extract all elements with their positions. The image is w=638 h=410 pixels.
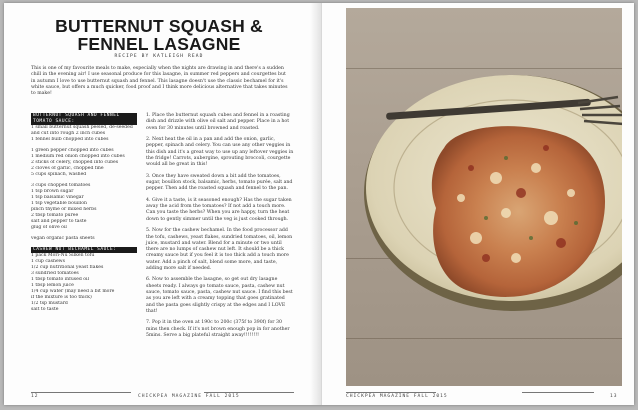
ingredient-item: 1 fennel bulb chopped into cubes — [31, 137, 109, 142]
method-step: 5. Now for the cashew bechamel. In the food processor add the tofu, cashews, yeast flakes, sundried tomatoes, oil, lemon juice, mustard and water. Blend for a minute or two until there are no lumps of cashew nut left. It should be a thick creamy sauce but if you feel it is too thick add a touch more water. Add a pinch of salt, blend some more, and taste, adding more salt if needed. — [146, 228, 293, 271]
method-step: 3. Once they have sweated down a bit add the tomatoes, sugar, bouillon stock, balsamic, herbs, tomato purée, salt and pepper. Then add the roasted squash and fennel to the pan. — [146, 173, 293, 192]
ingredient-item: 1/2 cup nutritional yeast flakes — [31, 265, 104, 270]
ingredient-group — [31, 113, 137, 143]
ingredients-list — [31, 113, 137, 318]
ingredient-item: salt to taste — [31, 307, 59, 312]
method-step: 1. Place the butternut squash cubes and fennel in a roasting dish and drizzle with olive oil salt and pepper. Place in a hot oven for 30 minutes until browned and roasted. — [146, 113, 290, 131]
ingredient-item: 1 tbsp tomato infused oil — [31, 277, 89, 282]
ingredient-item: 3 sundried tomatoes — [31, 271, 79, 276]
ingredient-item: 5 cups spinach, washed — [31, 172, 87, 177]
ingredient-item: and cut into rough 2 inch cubes — [31, 131, 106, 136]
footer-rule-right-b — [522, 392, 594, 393]
ingredient-item: 1 tsp vegetable bouillon — [31, 201, 87, 206]
lasagne-plate-photo — [346, 8, 622, 386]
ingredient-item: 1 tbsp lemon juice — [31, 283, 74, 288]
left-page — [4, 3, 322, 405]
ingredient-item: 1 small butternut squash peeled, de-seeded — [31, 125, 133, 130]
magazine-spread — [4, 3, 634, 405]
method-step: 2. Next heat the oil in a pan and add the onion, garlic, pepper, spinach and celery. You can use any other veggies in this dish and it's a great way to use up any leftover veggies in the fridge! Carrots, aubergine, sprouting broccoli, courgette would all be great in this! — [146, 137, 294, 168]
right-page-magazine-name: CHICKPEA MAGAZINE FALL 2015 — [346, 394, 448, 399]
ingredient-item: if the mixture is too thick) — [31, 295, 92, 300]
ingredient-item: 1 cup cashews — [31, 259, 65, 264]
ingredient-item: vegan organic pasta sheets — [31, 236, 95, 241]
right-page-number: 13 — [610, 394, 618, 399]
ingredient-item: 1/2 tsp mustard — [31, 301, 68, 306]
ingredient-item: pinch thyme or mixed herbs — [31, 207, 97, 212]
left-page-number: 12 — [31, 394, 39, 399]
right-page — [322, 3, 634, 405]
ingredient-group — [31, 247, 137, 313]
ingredient-item: 1 pack Mori-Nu Silken tofu — [31, 253, 95, 258]
ingredient-group — [31, 183, 137, 231]
method-steps — [146, 113, 294, 345]
ingredient-item: 1 medium red onion chopped into cubes — [31, 154, 125, 159]
left-page-magazine-name: CHICKPEA MAGAZINE FALL 2015 — [138, 394, 240, 399]
ingredient-item: 2 sticks of celery, chopped into cubes — [31, 160, 119, 165]
ingredient-item: 1 tsp brown sugar — [31, 189, 74, 194]
ingredient-item: 3 cups chopped tomatoes — [31, 183, 91, 188]
plate-illustration — [346, 8, 622, 386]
ingredient-item: glug of olive oil — [31, 225, 67, 230]
recipe-title-line2: FENNEL LASAGNE — [77, 34, 241, 54]
ingredient-group — [31, 148, 137, 178]
ingredient-item: 1 tsp balsamic vinegar — [31, 195, 84, 200]
ingredient-item: salt and pepper to taste — [31, 219, 87, 224]
ingredient-item: 1 green pepper chopped into cubes — [31, 148, 114, 153]
recipe-title-line1: BUTTERNUT SQUASH & — [55, 16, 263, 36]
footer-rule-right-a — [346, 392, 436, 393]
ingredient-item: 2 tbsp tomato purée — [31, 213, 79, 218]
recipe-intro: This is one of my favourite meals to make, especially when the nights are drawing in and there's a sudden chill in the evening air! I use seasonal produce for this lasagne, in summer red peppers and courgettes but in autumn I love to use butternut squash and fennel. This lasagne doesn't use the classic bechamel for it's white sauce, but offers a much quicker, food proof and I think more delicious alternative that takes minutes to make! — [31, 66, 288, 97]
recipe-byline: RECIPE BY KATLEIGH READ — [114, 54, 204, 59]
ingredient-group — [31, 236, 137, 242]
footer-rule-left-a — [31, 392, 131, 393]
method-step: 7. Pop it in the oven at 190c to 200c (375f to 390f) for 30 mins then check. If it's not brown enough pop in for another 5mins. Serve a big plateful straight away!!!!!!!! — [146, 320, 290, 339]
recipe-title — [44, 17, 274, 53]
ingredient-item: 1/4 cup water (may need a bit more — [31, 289, 115, 294]
method-step: 6. Now to assemble the lasagne, so get out dry lasagne sheets ready. I always go tomato sauce, pasta, cashew nut sauce, tomato sauce, pasta, cashew nut sauce. I find this best as you are left with a creamy topping that goes gratinated and the pasta goes slightly crispy at the edges and I LOVE that! — [146, 277, 293, 314]
ingredient-group-header: BUTTERNUT SQUASH AND FENNEL TOMATO SAUCE: — [31, 113, 137, 125]
ingredient-group-header: CASHEW NUT BECHAMEL SAUCE: — [31, 247, 137, 253]
method-step: 4. Give it a taste, is it seasoned enough? Has the sugar taken away the acid from the tomatoes? If not add a touch more. Can you taste the herbs? When you are happy, turn the heat down to gently simmer until the veg is just cooked through. — [146, 197, 292, 222]
ingredient-item: 2 cloves of garlic, chopped fine — [31, 166, 104, 171]
footer-rule-left-b — [204, 392, 294, 393]
